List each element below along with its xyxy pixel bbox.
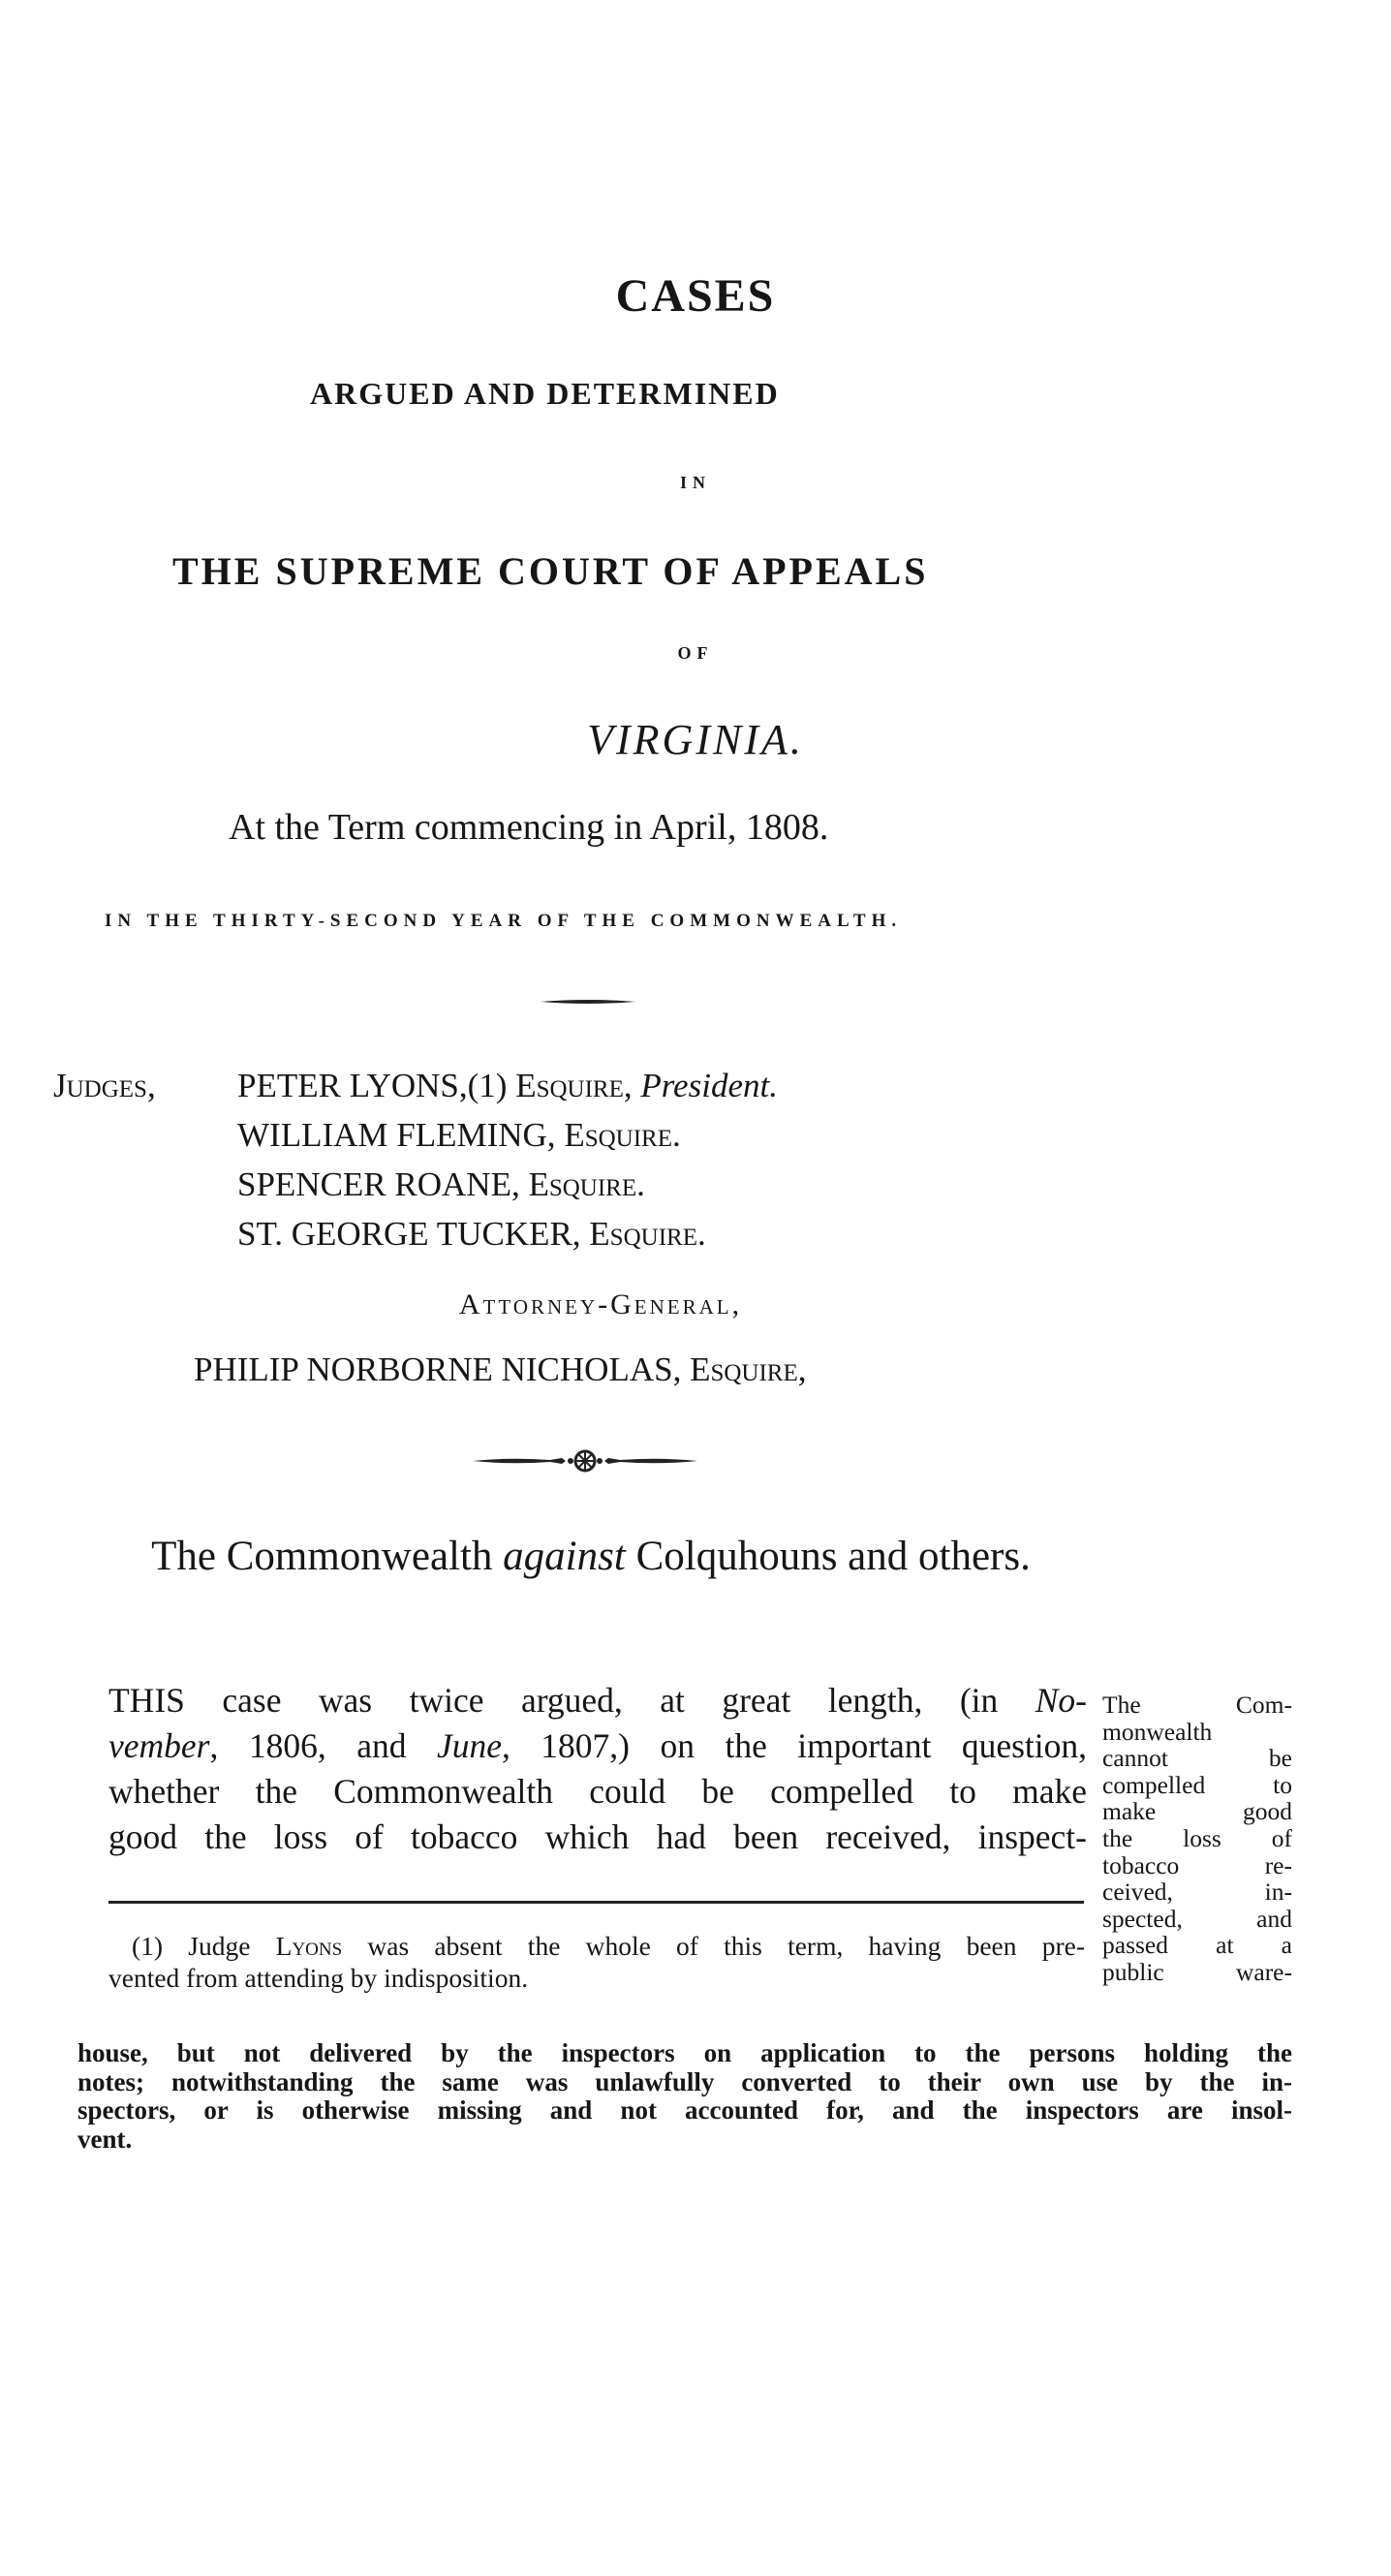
margin-note-line: compelled to	[1102, 1770, 1292, 1799]
continuation-line: spectors, or is otherwise missing and not accounted for, and the inspectors are insol-	[77, 2095, 1292, 2125]
margin-note-line: The Com-	[1102, 1691, 1292, 1719]
page-title: CASES	[615, 270, 776, 322]
body-line: good the loss of tobacco which had been received, inspect-	[108, 1817, 1087, 1856]
judge-name: PETER LYONS,(1)	[237, 1067, 516, 1104]
case-title-defendants: Colquhouns and others.	[625, 1534, 1031, 1579]
body-italic-run: No-	[1035, 1681, 1087, 1720]
footnote-line	[108, 1930, 1085, 1962]
state-name: VIRGINIA.	[587, 716, 804, 763]
body-text-run: THIS case was twice argued, at great length, (in	[108, 1681, 1036, 1720]
short-rule-divider	[541, 999, 635, 1005]
ornament-divider	[473, 1447, 697, 1474]
footnote-rule	[108, 1901, 1084, 1904]
term-line: At the Term commencing in April, 1808.	[229, 807, 829, 848]
body-paragraph	[108, 1678, 1087, 1860]
footnote-text-run: was absent the whole of this term, having been pre-	[342, 1931, 1085, 1961]
body-line	[108, 1723, 1087, 1769]
body-italic-run: June	[436, 1726, 502, 1765]
judge-title: Esquire.	[589, 1215, 706, 1253]
year-line: IN THE THIRTY-SECOND YEAR OF THE COMMONWEALTH.	[105, 911, 903, 931]
connector-of: OF	[677, 643, 714, 663]
judge-title: Esquire.	[528, 1165, 645, 1203]
case-title-plaintiff: The Commonwealth	[151, 1534, 504, 1579]
margin-note-line: cannot be	[1102, 1744, 1292, 1773]
judge-title: Esquire,	[515, 1067, 641, 1104]
margin-note-line: ceived, in-	[1102, 1878, 1292, 1907]
case-title-against: against	[503, 1534, 626, 1579]
footnote-line: vented from attending by indisposition.	[108, 1963, 529, 1993]
page-subtitle: ARGUED AND DETERMINED	[310, 376, 780, 411]
judges-label: Judges,	[53, 1067, 156, 1104]
margin-note-line: passed at a	[1102, 1931, 1292, 1960]
body-italic-run: vember	[108, 1726, 210, 1765]
continuation-line: vent.	[77, 2124, 133, 2154]
margin-note-line: spected, and	[1102, 1904, 1292, 1933]
continuation-line: house, but not delivered by the inspectors on application to the persons holding the	[77, 2038, 1292, 2067]
attorney-name-text: PHILIP NORBORNE NICHOLAS,	[194, 1350, 691, 1388]
judge-name: ST. GEORGE TUCKER,	[237, 1215, 590, 1253]
judge-name: WILLIAM FLEMING,	[237, 1116, 565, 1154]
body-text-run: , 1807,) on the important question,	[501, 1726, 1087, 1765]
body-text-run: , 1806, and	[209, 1726, 437, 1765]
body-line	[108, 1678, 1087, 1723]
margin-note-line: public ware-	[1102, 1957, 1292, 1986]
attorney-general-name	[194, 1350, 807, 1389]
judge-role: President.	[640, 1067, 778, 1104]
footnote-text-run: (1) Judge	[132, 1931, 276, 1961]
judge-title: Esquire.	[564, 1116, 681, 1154]
margin-note-line: the loss of	[1102, 1823, 1292, 1852]
attorney-title: Esquire,	[690, 1350, 807, 1388]
margin-note	[1102, 1691, 1292, 1986]
attorney-general-heading: Attorney-General,	[458, 1288, 743, 1320]
body-line: whether the Commonwealth could be compelled to make	[108, 1772, 1087, 1811]
margin-note-line: monwealth	[1102, 1717, 1213, 1746]
connector-in: IN	[679, 473, 711, 492]
court-name: THE SUPREME COURT OF APPEALS	[172, 549, 929, 593]
margin-note-line: make good	[1102, 1797, 1292, 1826]
footnote	[108, 1930, 1085, 1994]
margin-note-line: tobacco re-	[1102, 1850, 1292, 1879]
continuation-line: notes; notwithstanding the same was unlawfully converted to their own use by the in-	[77, 2066, 1292, 2096]
margin-note-continuation	[77, 2039, 1292, 2154]
case-title	[107, 1529, 1075, 1585]
footnote-judge-name: Lyons	[275, 1931, 343, 1961]
judge-name: SPENCER ROANE,	[237, 1165, 529, 1203]
